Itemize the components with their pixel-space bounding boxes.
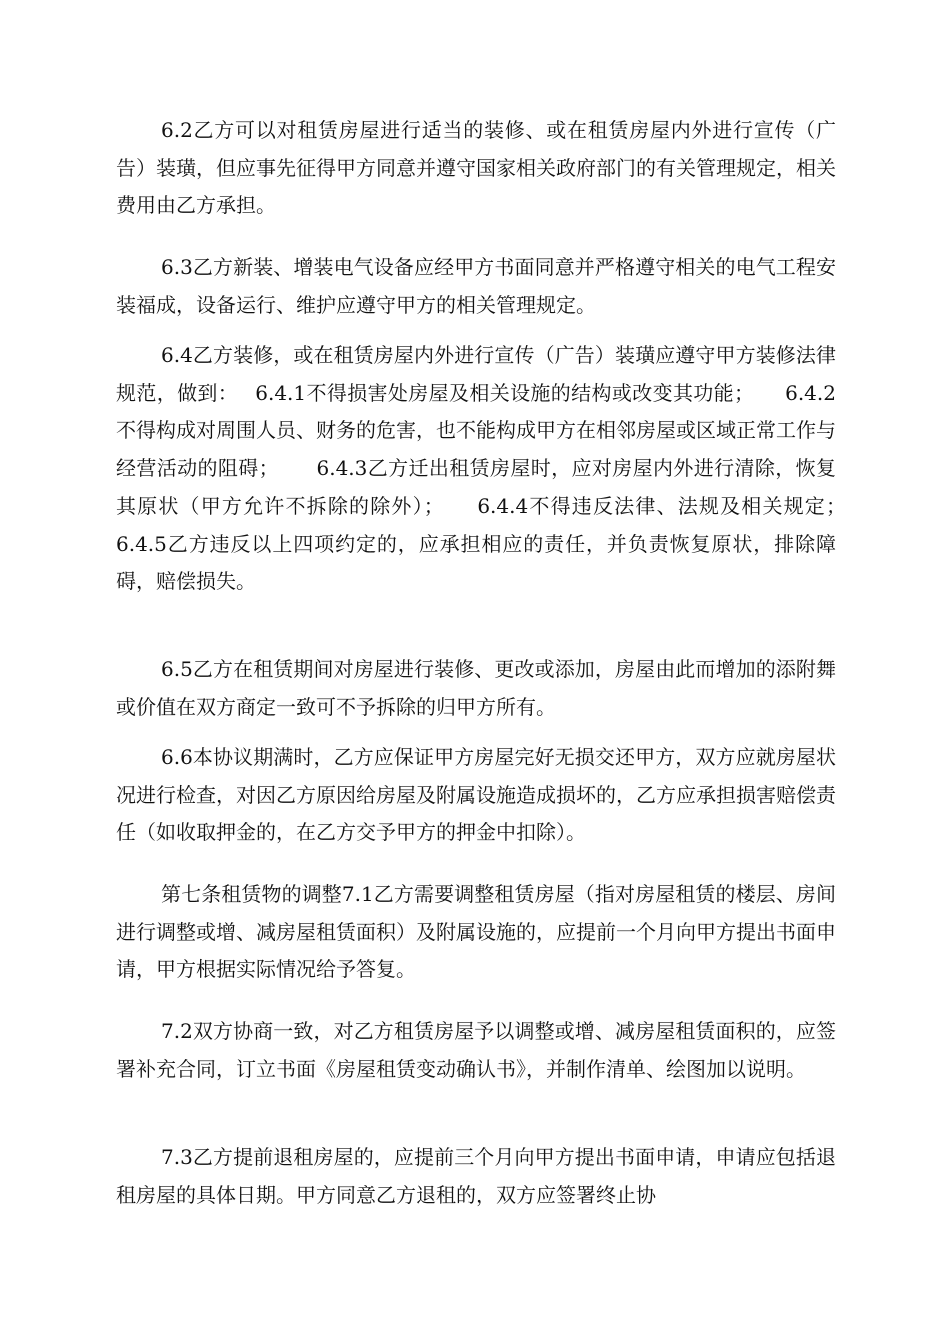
paragraph-7-3: 7.3乙方提前退租房屋的，应提前三个月向甲方提出书面申请，申请应包括退租房屋的具体日期。甲方同意乙方退租的，双方应签署终止协 [116,1145,836,1207]
paragraph-7-1: 第七条租赁物的调整7.1乙方需要调整租赁房屋（指对房屋租赁的楼层、房间进行调整或增、减房屋租赁面积）及附属设施的，应提前一个月向甲方提出书面申请，甲方根据实际情况给予答复。 [116,882,836,982]
paragraph-6-6: 6.6本协议期满时，乙方应保证甲方房屋完好无损交还甲方，双方应就房屋状况进行检查，对因乙方原因给房屋及附属设施造成损坏的，乙方应承担损害赔偿责任（如收取押金的，在乙方交予甲方的押金中扣除）。 [116,745,836,845]
paragraph-7-2: 7.2双方协商一致，对乙方租赁房屋予以调整或增、减房屋租赁面积的，应签署补充合同，订立书面《房屋租赁变动确认书》，并制作清单、绘图加以说明。 [116,1019,836,1081]
paragraph-6-3: 6.3乙方新装、增装电气设备应经甲方书面同意并严格遵守相关的电气工程安装福成，设备运行、维护应遵守甲方的相关管理规定。 [116,255,836,317]
paragraph-6-5: 6.5乙方在租赁期间对房屋进行装修、更改或添加，房屋由此而增加的添附舞或价值在双方商定一致可不予拆除的归甲方所有。 [116,657,836,719]
paragraph-6-4: 6.4乙方装修，或在租赁房屋内外进行宣传（广告）装璜应遵守甲方装修法律规范，做到： 6.4.1不得损害处房屋及相关设施的结构或改变其功能； 6.4.2不得构成对周围人员、财务的危害，也不能构成甲方在相邻房屋或区域正常工作与经营活动的阻碍； 6.4.3乙方迁出租赁房屋时，应对房屋内外进行清除，恢复其原状（甲方允许不拆除的除外）； 6.4.4不得违反法律、法规及相关规定； 6.4.5乙方违反以上四项约定的，应承担相应的责任，并负责恢复原状，排除障碍，赔偿损失。 [116,343,883,594]
paragraph-6-2: 6.2乙方可以对租赁房屋进行适当的装修、或在租赁房屋内外进行宣传（广告）装璜，但应事先征得甲方同意并遵守国家相关政府部门的有关管理规定，相关费用由乙方承担。 [116,118,836,218]
